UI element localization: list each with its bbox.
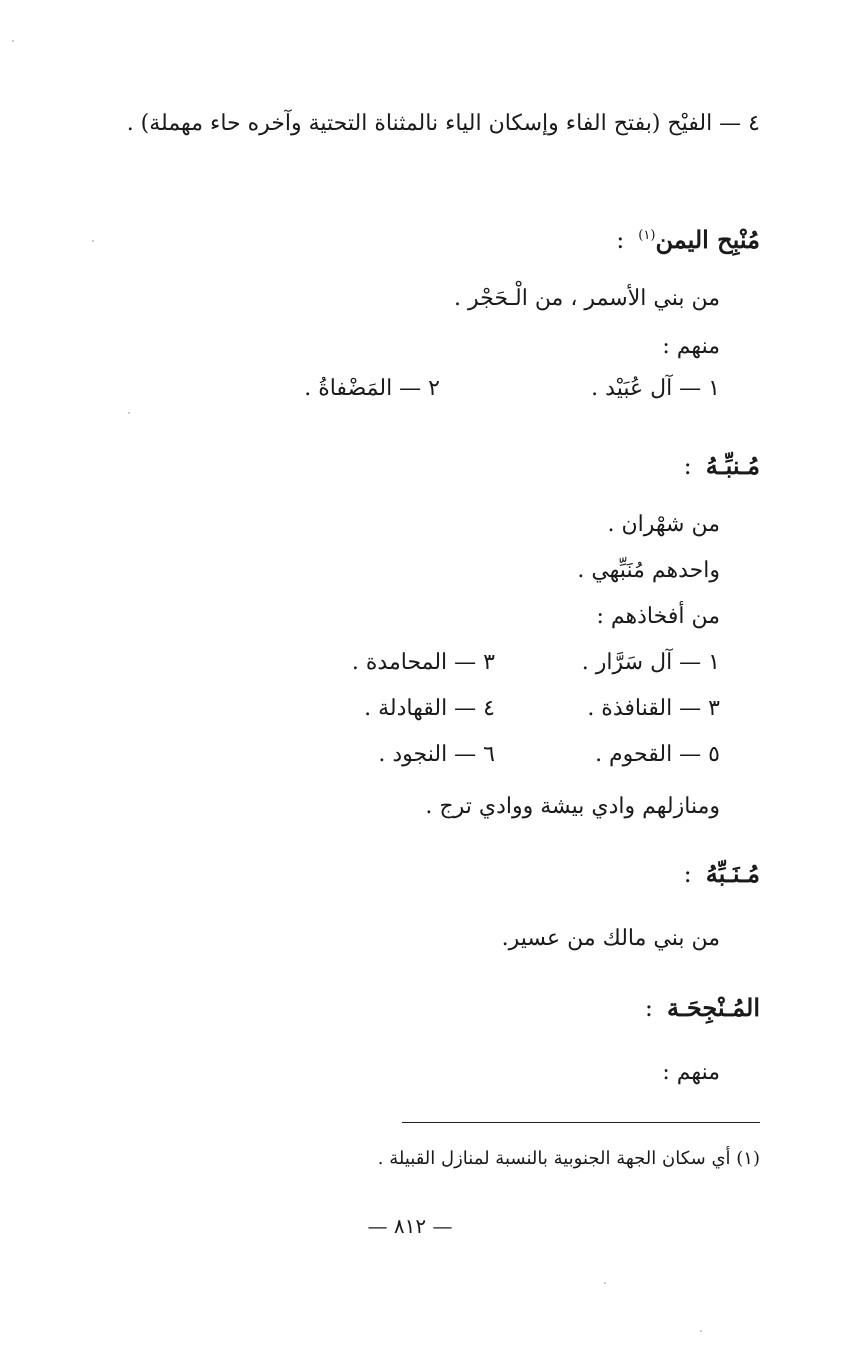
- entry-4-text: ٤ — الفيْح (بفتح الفاء وإسكان الياء نالمثناة التحتية وآخره حاء مهملة) .: [126, 111, 760, 136]
- paper-speck: [604, 1282, 606, 1284]
- list-item: ١ — آل عُبَيْد .: [591, 376, 720, 401]
- among-label: منهم :: [662, 334, 720, 359]
- heading-colon: :: [683, 860, 692, 888]
- paper-speck: [700, 1330, 702, 1332]
- footnote-text: (١) أي سكان الجهة الجنوبية بالنسبة لمنازل القبيلة .: [377, 1148, 760, 1169]
- list-item: ٦ — النجود .: [378, 742, 495, 767]
- footnote-ref: (١): [638, 228, 656, 243]
- origin-text: من بني الأسمر ، من الْـحَجْر .: [454, 286, 720, 311]
- paper-speck: [12, 40, 14, 42]
- section-heading-munabbih: [684, 450, 760, 482]
- heading-title: المُـنْجِحَـة: [666, 993, 760, 1022]
- list-item: ٤ — القهادلة .: [364, 696, 495, 721]
- heading-colon: :: [616, 226, 625, 254]
- singular-text: واحدهم مُنَبِّهي .: [577, 558, 720, 583]
- list-item: ٥ — القحوم .: [595, 742, 720, 767]
- section-heading-munabbah: [684, 858, 760, 890]
- origin-text: من شهْران .: [607, 512, 720, 537]
- page-number: — ٨١٢ —: [367, 1214, 453, 1238]
- section-heading-munbih-yemen: [616, 220, 760, 256]
- heading-colon: :: [683, 452, 692, 480]
- heading-title: مُـنبِّـهُ: [705, 451, 760, 480]
- paper-speck: [128, 412, 130, 414]
- section-heading-munjiha: [645, 992, 760, 1024]
- heading-title: مُـنَـبِّهُ: [705, 859, 760, 888]
- homes-text: ومنازلهم وادي بيشة ووادي ترج .: [425, 794, 720, 819]
- footnote-divider: [402, 1122, 760, 1123]
- list-item: ١ — آل سَرَّار .: [581, 650, 720, 675]
- heading-colon: :: [644, 994, 653, 1022]
- list-item: ٣ — القنافذة .: [587, 696, 720, 721]
- paper-speck: [92, 240, 94, 242]
- heading-title: مُنْبِح اليمن: [655, 225, 760, 254]
- list-item: ٢ — المَضْفاةُ .: [304, 376, 440, 401]
- branches-label: من أفخاذهم :: [596, 604, 720, 629]
- origin-text: من بني مالك من عسير.: [501, 926, 720, 951]
- among-label: منهم :: [662, 1060, 720, 1085]
- list-item: ٣ — المحامدة .: [351, 650, 495, 675]
